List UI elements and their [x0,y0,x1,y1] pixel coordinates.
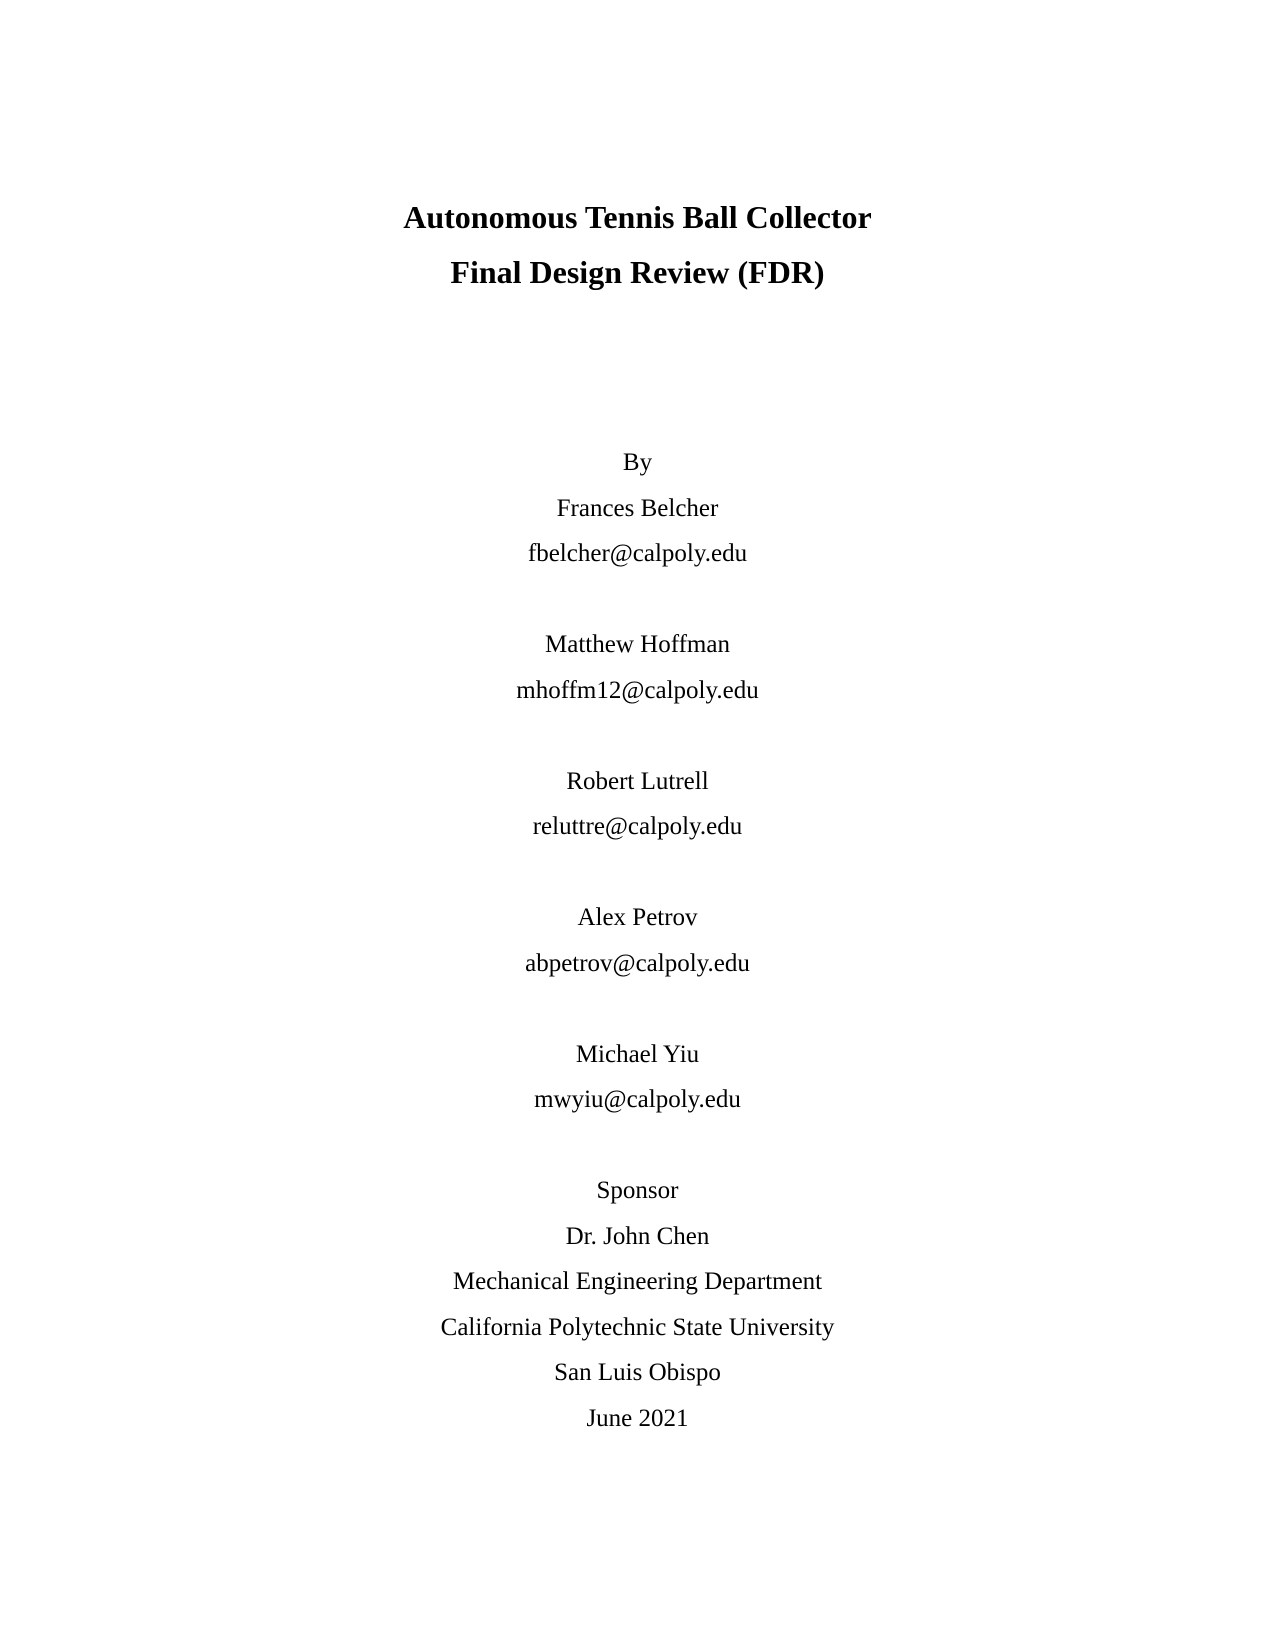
author-block-4 [0,895,1275,986]
author-email: mhoffm12@calpoly.edu [516,676,759,704]
author-email: reluttre@calpoly.edu [532,813,743,840]
author-name: Alex Petrov [577,904,698,931]
sponsor-block [0,1168,1275,1441]
author-name: Frances Belcher [556,494,719,522]
sponsor-department: Mechanical Engineering Department [452,1268,823,1295]
document-date: June 2021 [586,1404,689,1432]
sponsor-university: California Polytechnic State University [440,1313,835,1341]
sponsor-name: Dr. John Chen [565,1222,710,1250]
author-name: Michael Yiu [575,1040,700,1068]
sponsor-city: San Luis Obispo [554,1359,721,1386]
document-title-line1: Autonomous Tennis Ball Collector [403,199,872,235]
author-block-3 [0,759,1275,850]
title-page-body [0,440,1275,1441]
sponsor-label: Sponsor [596,1177,679,1204]
author-block-1 [0,440,1275,577]
author-email: fbelcher@calpoly.edu [527,540,748,567]
author-name: Matthew Hoffman [545,631,730,658]
document-title-line2: Final Design Review (FDR) [450,254,825,290]
document-title [0,0,1275,300]
author-block-5 [0,1032,1275,1123]
author-name: Robert Lutrell [566,767,709,795]
author-email: abpetrov@calpoly.edu [525,949,750,977]
author-email: mwyiu@calpoly.edu [534,1086,741,1113]
author-block-2 [0,622,1275,713]
byline: By [622,449,653,476]
